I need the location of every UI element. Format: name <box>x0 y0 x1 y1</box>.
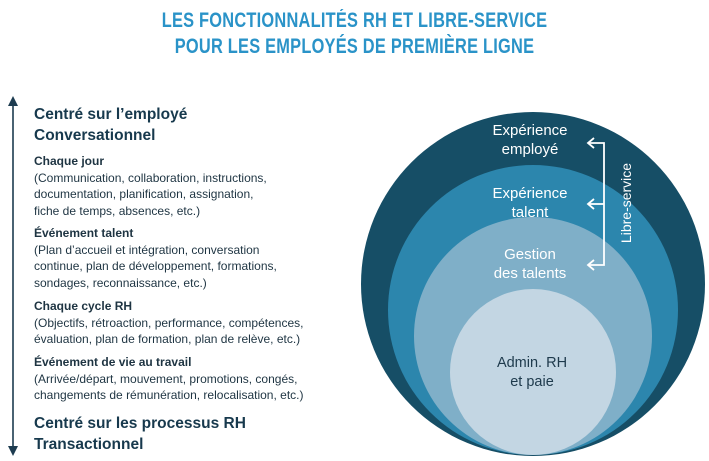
block-line: sondages, reconnaissance, etc.) <box>34 275 207 290</box>
libre-service-label: Libre-service <box>618 162 634 244</box>
circle-label-line: employé <box>501 141 559 158</box>
block-line: (Arrivée/départ, mouvement, promotions, congés, <box>34 371 298 386</box>
top-heading-line-1: Centré sur l’employé <box>34 106 188 123</box>
circle-label-line: des talents <box>493 265 567 282</box>
block-line: (Communication, collaboration, instructions, <box>34 170 267 185</box>
block-title: Chaque cycle RH <box>34 299 133 313</box>
circle-label-line: talent <box>511 204 549 221</box>
block-line: (Plan d’accueil et intégration, conversation <box>34 242 260 257</box>
block-line: évaluation, plan de formation, plan de relève, etc.) <box>34 332 301 346</box>
block-line: documentation, planification, assignation, <box>34 187 254 201</box>
block-title: Chaque jour <box>34 154 105 168</box>
circle-label-line: Gestion <box>504 246 556 263</box>
block-line: (Objectifs, rétroaction, performance, compétences, <box>34 315 304 330</box>
block-line: continue, plan de développement, formations, <box>34 259 277 273</box>
circle-admin-rh <box>450 289 616 455</box>
block-line: fiche de temps, absences, etc.) <box>34 203 201 218</box>
block-title: Événement de vie au travail <box>34 355 192 369</box>
bottom-heading-line-2: Transactionnel <box>34 436 144 453</box>
title-line-2: POUR LES EMPLOYÉS DE PREMIÈRE LIGNE <box>174 35 535 58</box>
circle-label-line: Expérience <box>492 122 568 139</box>
title-line-1: LES FONCTIONNALITÉS RH ET LIBRE-SERVICE <box>161 9 548 32</box>
circle-label-line: Expérience <box>492 185 568 202</box>
block-title: Événement talent <box>34 226 134 240</box>
block-line: changements de rémunération, relocalisation, etc.) <box>34 388 304 402</box>
circle-label-line: et paie <box>510 374 554 390</box>
bottom-heading-line-1: Centré sur les processus RH <box>34 415 246 432</box>
top-heading-line-2: Conversationnel <box>34 127 156 144</box>
circle-label-line: Admin. RH <box>496 355 568 371</box>
